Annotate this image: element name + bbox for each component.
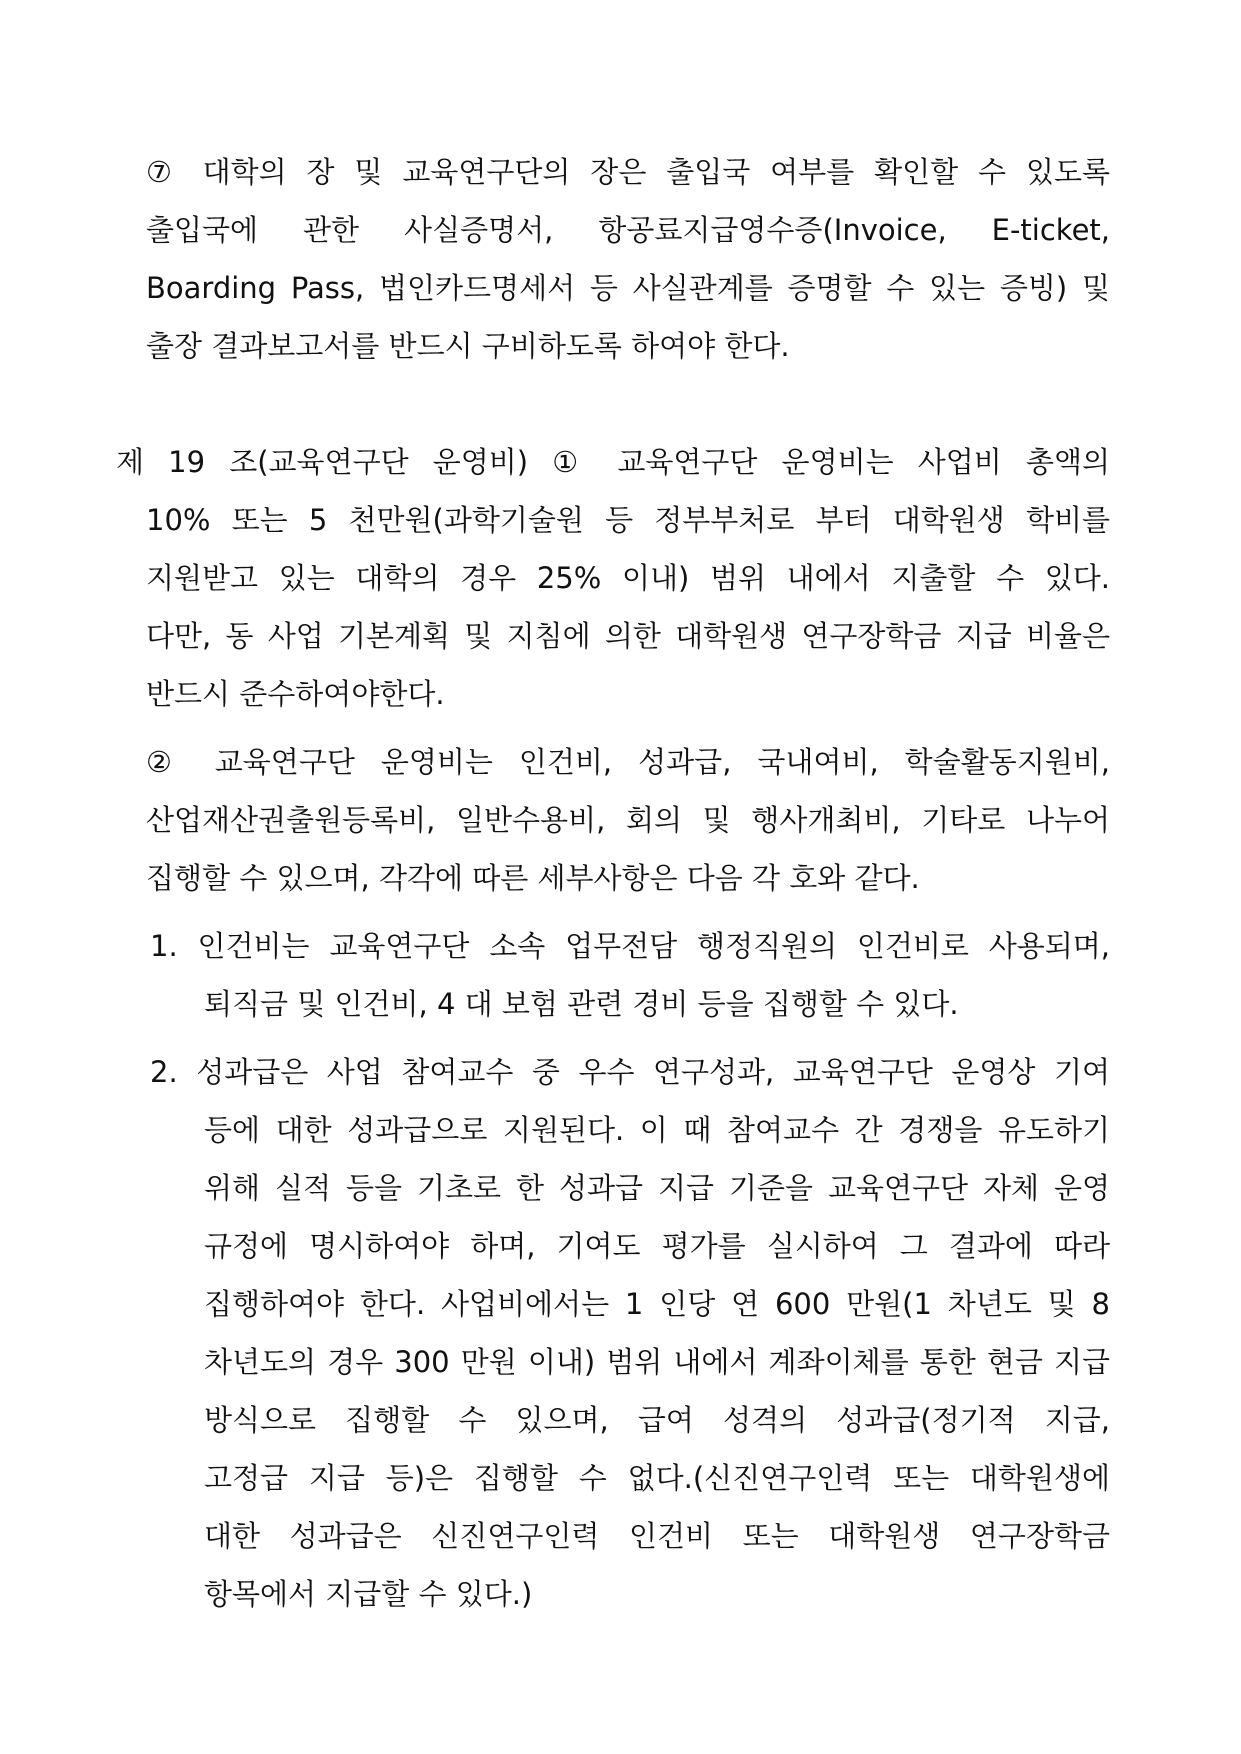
text-line: 항목에서 지급할 수 있다.) xyxy=(204,1577,533,1611)
text-line: 산업재산권출원등록비, 일반수용비, 회의 및 행사개최비, 기타로 나누어 xyxy=(146,803,1110,837)
text-line: 퇴직금 및 인건비, 4 대 보험 관련 경비 등을 집행할 수 있다. xyxy=(204,987,959,1021)
text-line: 집행하여야 한다. 사업비에서는 1 인당 연 600 만원(1 차년도 및 8 xyxy=(204,1287,1110,1321)
text-line: 2. 성과급은 사업 참여교수 중 우수 연구성과, 교육연구단 운영상 기여 xyxy=(150,1055,1110,1089)
text-line: ⑦ 대학의 장 및 교육연구단의 장은 출입국 여부를 확인할 수 있도록 xyxy=(146,155,1110,189)
text-line: 1. 인건비는 교육연구단 소속 업무전담 행정직원의 인건비로 사용되며, xyxy=(150,929,1110,963)
text-line: 10% 또는 5 천만원(과학기술원 등 정부부처로 부터 대학원생 학비를 xyxy=(146,503,1110,537)
text-line: 위해 실적 등을 기초로 한 성과급 지급 기준을 교육연구단 자체 운영 xyxy=(204,1171,1110,1205)
text-line: 방식으로 집행할 수 있으며, 급여 성격의 성과급(정기적 지급, xyxy=(204,1403,1110,1437)
text-line: 고정급 지급 등)은 집행할 수 없다.(신진연구인력 또는 대학원생에 xyxy=(204,1461,1110,1495)
text-line: 다만, 동 사업 기본계획 및 지침에 의한 대학원생 연구장학금 지급 비율은 xyxy=(146,619,1110,653)
text-line: 출장 결과보고서를 반드시 구비하도록 하여야 한다. xyxy=(146,329,790,363)
text-line: ② 교육연구단 운영비는 인건비, 성과급, 국내여비, 학술활동지원비, xyxy=(146,745,1110,779)
text-line: 반드시 준수하여야한다. xyxy=(146,677,445,711)
text-line: Boarding Pass, 법인카드명세서 등 사실관계를 증명할 수 있는 증빙) 및 xyxy=(146,271,1110,305)
text-line: 출입국에 관한 사실증명서, 항공료지급영수증(Invoice, E-ticket, xyxy=(146,213,1110,247)
text-line: 차년도의 경우 300 만원 이내) 범위 내에서 계좌이체를 통한 현금 지급 xyxy=(204,1345,1110,1379)
text-line: 등에 대한 성과급으로 지원된다. 이 때 참여교수 간 경쟁을 유도하기 xyxy=(204,1113,1110,1147)
text-line: 대한 성과급은 신진연구인력 인건비 또는 대학원생 연구장학금 xyxy=(204,1519,1110,1553)
text-line: 규정에 명시하여야 하며, 기여도 평가를 실시하여 그 결과에 따라 xyxy=(204,1229,1110,1263)
text-line: 지원받고 있는 대학의 경우 25% 이내) 범위 내에서 지출할 수 있다. xyxy=(146,561,1110,595)
article-heading-line: 제 19 조(교육연구단 운영비) ① 교육연구단 운영비는 사업비 총액의 xyxy=(116,445,1110,479)
text-line: 집행할 수 있으며, 각각에 따른 세부사항은 다음 각 호와 같다. xyxy=(146,861,920,895)
